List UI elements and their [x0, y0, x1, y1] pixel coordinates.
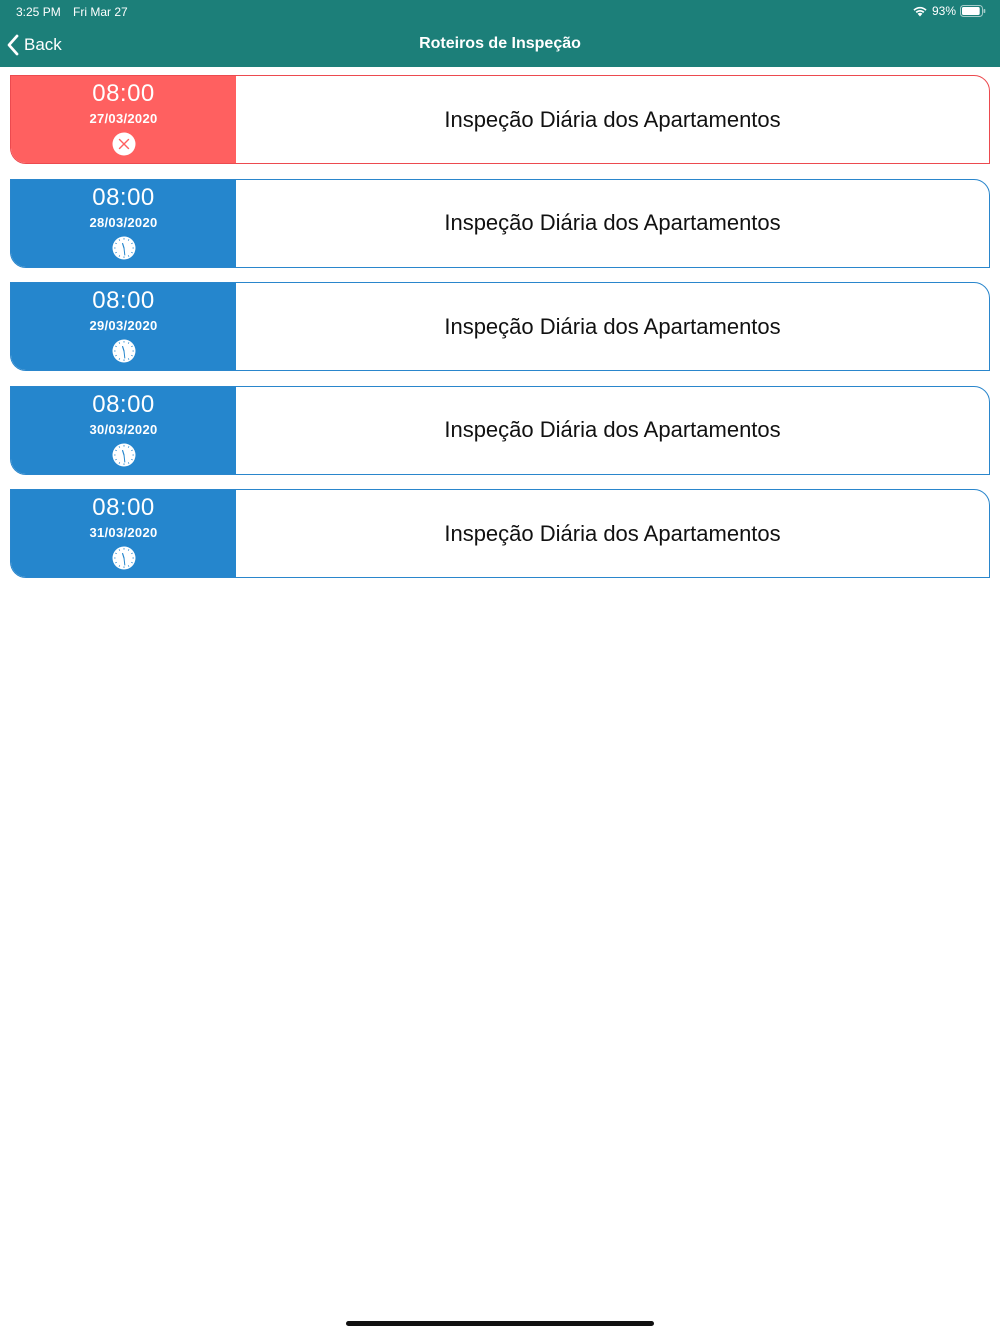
nav-bar: [0, 24, 1000, 67]
card-title: Inspeção Diária dos Apartamentos: [444, 417, 781, 442]
wifi-icon: [912, 5, 928, 17]
clock-icon: [112, 546, 136, 570]
card-schedule-panel: [11, 180, 236, 267]
card-date: 29/03/2020: [89, 318, 158, 333]
card-schedule-panel: [11, 283, 236, 370]
inspection-card[interactable]: [10, 282, 990, 371]
inspection-card[interactable]: [10, 75, 990, 164]
page-title: Roteiros de Inspeção: [419, 35, 581, 52]
card-date: 30/03/2020: [89, 421, 158, 437]
clock-icon: [112, 443, 136, 467]
top-bar: [0, 0, 1000, 67]
card-time: 08:00: [92, 183, 155, 211]
card-time: 08:00: [92, 390, 155, 418]
status-time: 3:25 PM: [16, 5, 61, 19]
status-bar: [0, 0, 1000, 24]
card-time: 08:00: [92, 80, 155, 107]
card-title: Inspeção Diária dos Apartamentos: [444, 106, 781, 132]
home-indicator[interactable]: [346, 1321, 654, 1326]
battery-percent: 93%: [931, 4, 956, 18]
card-time: 08:00: [92, 287, 155, 314]
status-date: Fri Mar 27: [73, 5, 128, 19]
card-schedule-panel: [11, 76, 236, 163]
inspection-list: [10, 75, 990, 593]
card-title: Inspeção Diária dos Apartamentos: [444, 210, 781, 235]
clock-icon: [112, 236, 136, 260]
inspection-card[interactable]: [10, 489, 990, 578]
status-right: [912, 4, 986, 18]
card-schedule-panel: [11, 490, 236, 577]
x-circle-icon: [112, 132, 136, 156]
card-title: Inspeção Diária dos Apartamentos: [444, 520, 781, 546]
card-title: Inspeção Diária dos Apartamentos: [444, 313, 781, 339]
card-date: 31/03/2020: [89, 525, 158, 540]
clock-icon: [112, 339, 136, 363]
inspection-card[interactable]: [10, 386, 990, 475]
card-date: 27/03/2020: [89, 111, 158, 126]
back-label: Back: [24, 35, 62, 54]
card-time: 08:00: [92, 494, 155, 521]
battery-icon: [960, 5, 986, 17]
card-date: 28/03/2020: [89, 214, 158, 230]
card-schedule-panel: [11, 387, 236, 474]
inspection-card[interactable]: [10, 179, 990, 268]
